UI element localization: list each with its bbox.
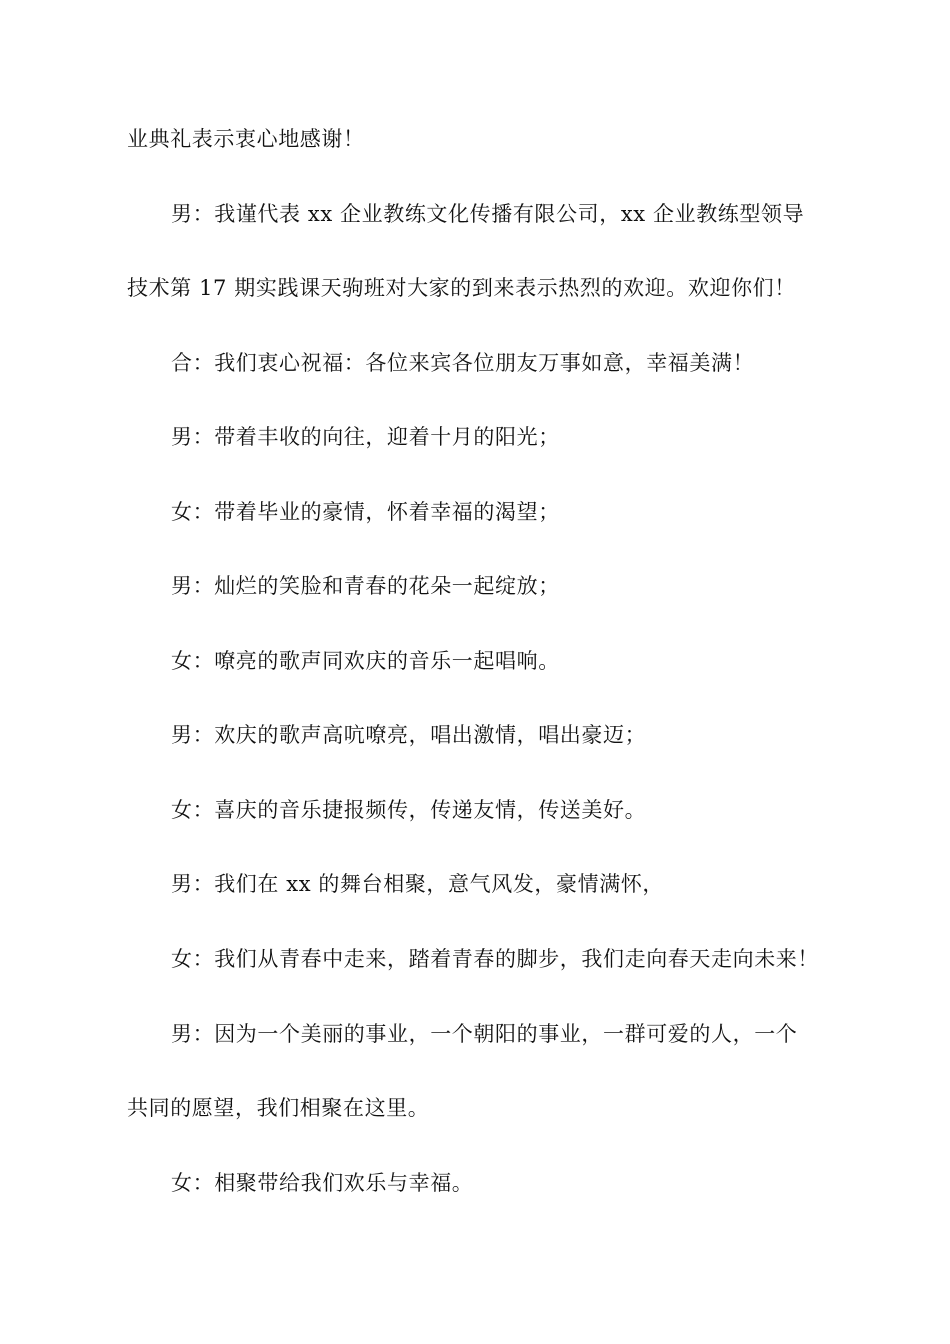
text-line: 男：欢庆的歌声高吭嘹亮，唱出激情，唱出豪迈； [171, 723, 647, 747]
text-line: 女：带着毕业的豪情，怀着幸福的渴望； [171, 500, 560, 524]
text-line: 男：我谨代表 xx 企业教练文化传播有限公司，xx 企业教练型领导 [171, 202, 805, 226]
text-line: 男：因为一个美丽的事业，一个朝阳的事业，一群可爱的人，一个 [171, 1022, 798, 1046]
text-line: 业典礼表示衷心地感谢！ [127, 127, 365, 151]
text-line: 女：我们从青春中走来，踏着青春的脚步，我们走向春天走向未来！ [171, 947, 819, 971]
text-line: 技术第 17 期实践课天驹班对大家的到来表示热烈的欢迎。欢迎你们！ [127, 276, 796, 300]
text-line: 男：带着丰收的向往，迎着十月的阳光； [171, 425, 560, 449]
text-line: 女：喜庆的音乐捷报频传，传递友情，传送美好。 [171, 798, 647, 822]
text-line: 男：灿烂的笑脸和青春的花朵一起绽放； [171, 574, 560, 598]
text-line: 女：相聚带给我们欢乐与幸福。 [171, 1171, 474, 1195]
text-line: 女：嘹亮的歌声同欢庆的音乐一起唱响。 [171, 649, 560, 673]
text-line: 共同的愿望，我们相聚在这里。 [127, 1096, 430, 1120]
text-line: 男：我们在 xx 的舞台相聚，意气风发，豪情满怀， [171, 872, 665, 896]
text-line: 合：我们衷心祝福：各位来宾各位朋友万事如意，幸福美满！ [171, 351, 755, 375]
